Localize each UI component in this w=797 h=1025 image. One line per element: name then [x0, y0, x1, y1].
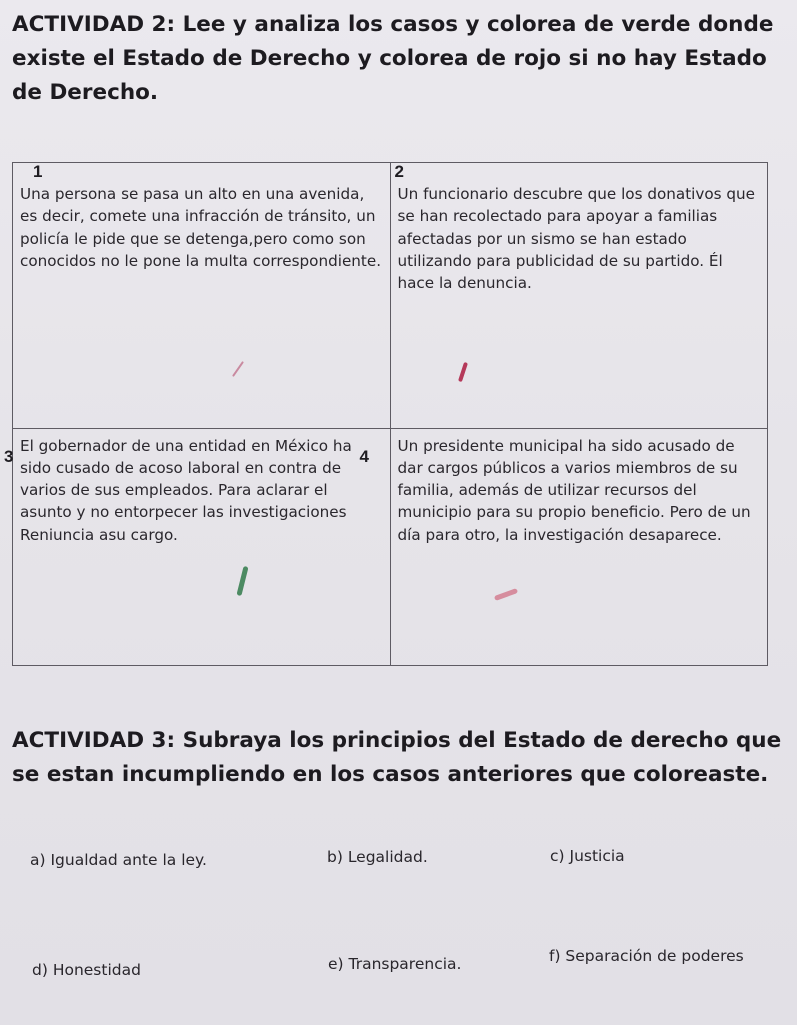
- option-legalidad[interactable]: b) Legalidad.: [327, 848, 428, 866]
- option-igualdad[interactable]: a) Igualdad ante la ley.: [30, 851, 207, 869]
- option-honestidad[interactable]: d) Honestidad: [32, 961, 141, 979]
- case-cell-3: [4, 428, 391, 665]
- case-number: 1: [33, 162, 43, 181]
- option-separacion-poderes[interactable]: f) Separación de poderes: [549, 947, 744, 965]
- case-cell-2: [390, 163, 768, 429]
- case-number: 4: [359, 446, 369, 466]
- table-row: [13, 163, 768, 429]
- activity-2-instructions: ACTIVIDAD 2: Lee y analiza los casos y colorea de verde donde existe el Estado de Derecho y colorea de rojo si no hay Estado de Derecho.: [12, 12, 774, 105]
- option-justicia[interactable]: c) Justicia: [550, 847, 625, 865]
- cases-table: [4, 162, 768, 666]
- case-number: 2: [394, 162, 404, 181]
- table-row: [13, 428, 768, 665]
- activity-3-instructions: ACTIVIDAD 3: Subraya los principios del Estado de derecho que se estan incumpliendo en los casos anteriores que coloreaste.: [12, 728, 782, 787]
- case-cell-1: [13, 163, 391, 429]
- case-text: Un presidente municipal ha sido acusado de dar cargos públicos a varios miembros de su familia, además de utilizar recursos del municipio para su propio beneficio. Pero de un día para otro, la investigación desaparece.: [397, 436, 751, 544]
- case-text: Un funcionario descubre que los donativos que se han recolectado para apoyar a familias afectadas por un sismo se han estado utilizando para publicidad de su partido. Él hace la denuncia.: [397, 185, 755, 293]
- case-text: El gobernador de una entidad en México ha sido cusado de acoso laboral en contra de varios de sus empleados. Para aclarar el asunto y no entorpecer las investigaciones Reniuncia asu cargo.: [20, 436, 352, 544]
- case-text: Una persona se pasa un alto en una avenida, es decir, comete una infracción de tránsito, un policía le pide que se detenga,pero como son conocidos no le pone la multa correspondiente.: [20, 185, 382, 270]
- case-cell-4: [359, 428, 768, 665]
- case-number: 3: [4, 446, 14, 466]
- option-transparencia[interactable]: e) Transparencia.: [328, 955, 462, 973]
